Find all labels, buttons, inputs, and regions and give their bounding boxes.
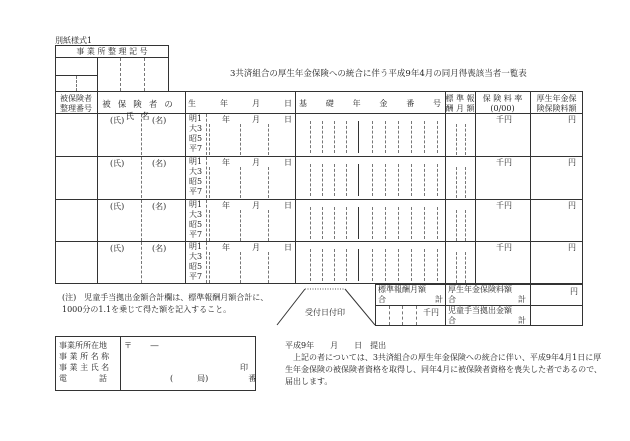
premium-unit: 円 xyxy=(568,200,576,210)
office-code-header: 事 業 所 整 理 記 号 xyxy=(76,47,148,56)
header-birth: 生 年 月 日 xyxy=(188,99,292,108)
month-label: 月 xyxy=(252,200,260,210)
submission-text: 上記の者については、3共済組合の厚生年金保険への統合に伴い、平成9年4月1日に厚生年金保険の被保険者資格を取得し、同年4月に被保険者資格を喪失した者であるので、届出します。 xyxy=(285,353,602,386)
remuneration-total-label: 標準報酬月額 合 計 xyxy=(378,285,443,304)
year-label: 年 xyxy=(222,243,230,253)
given-name-label: (名) xyxy=(152,244,167,254)
day-label: 日 xyxy=(284,115,292,124)
era-list: 明1 大3 昭5 平7 xyxy=(189,199,203,239)
era-list: 明1 大3 昭5 平7 xyxy=(189,156,203,196)
era-list: 明1 大3 昭5 平7 xyxy=(189,242,203,282)
remuneration-unit: 千円 xyxy=(496,115,512,124)
month-label: 月 xyxy=(252,115,260,124)
month-label: 月 xyxy=(252,243,260,253)
day-label: 日 xyxy=(284,200,292,210)
stamp-label: 受付日付印 xyxy=(305,308,345,317)
year-label: 年 xyxy=(222,157,230,167)
era-list: 明1 大3 昭5 平7 xyxy=(189,114,203,153)
year-label: 年 xyxy=(222,115,230,124)
remuneration-unit: 千円 xyxy=(496,243,512,253)
phone-field[interactable]: ( 局) 番 xyxy=(170,374,257,383)
remuneration-unit: 千円 xyxy=(496,157,512,167)
premium-unit: 円 xyxy=(568,157,576,167)
seal-mark: 印 xyxy=(240,363,248,372)
header-remuneration: 標 準 報 酬 月 額 xyxy=(445,94,475,113)
header-insured-no: 被保険者 整理番号 xyxy=(60,94,92,113)
year-label: 年 xyxy=(222,200,230,210)
day-label: 日 xyxy=(284,157,292,167)
surname-label: (氏) xyxy=(110,244,125,254)
form-label: 別紙様式1 xyxy=(55,36,93,45)
given-name-label: (名) xyxy=(152,201,167,211)
submission-date: 平成9年 月 日 提出 xyxy=(285,341,387,350)
premium-unit: 円 xyxy=(568,115,576,124)
child-total-label: 児童手当拠出金額 合 計 xyxy=(448,306,526,325)
surname-label: (氏) xyxy=(110,201,125,211)
document-title: 3共済組合の厚生年金保険への統合に伴う平成9年4月の同月得喪該当者一覧表 xyxy=(230,69,527,79)
postal-code-field[interactable]: 〒 ― xyxy=(124,341,159,350)
header-rate: 保 険 料 率 (0/00) xyxy=(482,94,523,113)
surname-label: (氏) xyxy=(110,116,125,125)
day-label: 日 xyxy=(284,243,292,253)
note-text: (注) 児童手当拠出金額合計欄は、標準報酬月額合計に、1000分の1.1を乗じて得た額を記入すること。 xyxy=(62,293,269,314)
office-labels: 事業所所在地 事 業 所 名 称 事 業 主 氏 名 電 話 xyxy=(59,341,110,383)
header-premium: 厚生年金保 険保険料額 xyxy=(536,94,577,113)
header-pension-no: 基 礎 年 金 番 号 xyxy=(299,99,441,108)
given-name-label: (名) xyxy=(152,116,167,125)
header-name: 被保険者の氏名 xyxy=(102,100,180,122)
premium-total-label: 厚生年金保険料額 合 計 xyxy=(448,285,526,304)
given-name-label: (名) xyxy=(152,158,167,168)
premium-unit: 円 xyxy=(568,243,576,253)
surname-label: (氏) xyxy=(110,158,125,168)
month-label: 月 xyxy=(252,157,260,167)
premium-total-unit: 円 xyxy=(570,287,578,296)
remuneration-unit: 千円 xyxy=(496,200,512,210)
remuneration-total-unit: 千円 xyxy=(423,308,439,317)
